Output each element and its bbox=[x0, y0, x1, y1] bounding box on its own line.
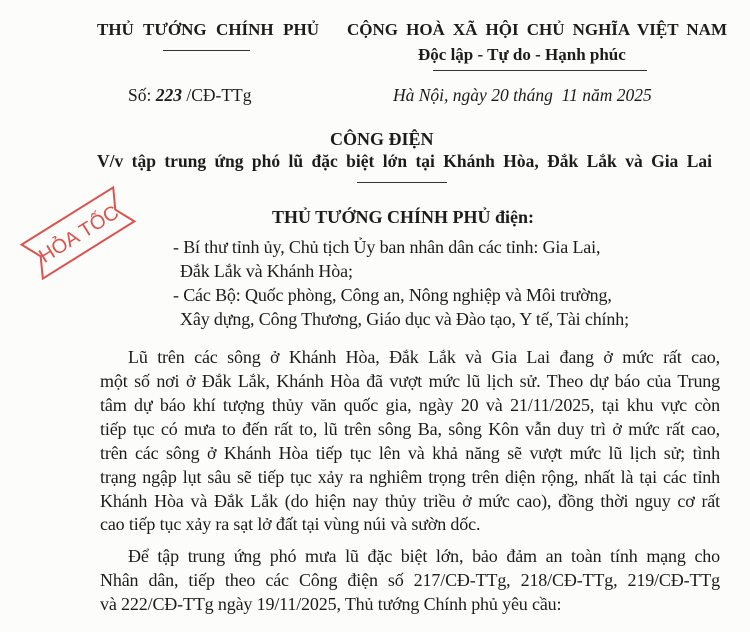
recipient-line: - Bí thư tỉnh ủy, Chủ tịch Ủy ban nhân dân các tỉnh: Gia Lai, bbox=[173, 237, 601, 257]
paragraph-line: Khánh Hòa và Đắk Lắk (do hiện nay thủy triều ở mức cao), đồng thời nguy cơ rất bbox=[100, 491, 720, 511]
nation-title: CỘNG HOÀ XÃ HỘI CHỦ NGHĨA VIỆT NAM bbox=[347, 20, 727, 39]
place-date: Hà Nội, ngày 20 tháng 11 năm 2025 bbox=[393, 85, 652, 105]
paragraph-line: Để tập trung ứng phó mưa lũ đặc biệt lớn, bảo đảm an toàn tính mạng cho bbox=[128, 546, 720, 566]
number-prefix: Số: bbox=[128, 85, 156, 105]
paragraph-line: tâm dự báo khí tượng thủy văn quốc gia, ngày 20 và 21/11/2025, tại khu vực còn bbox=[100, 395, 720, 415]
paragraph-line: cao tiếp tục xảy ra sạt lở đất tại vùng núi và sườn dốc. bbox=[100, 514, 481, 534]
number-value: 223 bbox=[155, 85, 182, 105]
urgent-stamp bbox=[12, 177, 143, 288]
document-number bbox=[128, 84, 252, 106]
paragraph-line: tiếp tục có mưa to đến rất to, lũ trên sông Ba, sông Kôn vẫn duy trì ở mức rất cao, bbox=[100, 419, 720, 439]
subject-underline bbox=[357, 182, 447, 183]
stamp-text: HỎA TỐC bbox=[35, 201, 123, 268]
number-suffix: /CĐ-TTg bbox=[181, 85, 252, 105]
issuer-underline bbox=[163, 50, 250, 51]
paragraph-line: và 222/CĐ-TTg ngày 19/11/2025, Thủ tướng Chính phủ yêu cầu: bbox=[100, 594, 562, 614]
sender: THỦ TƯỚNG CHÍNH PHỦ điện: bbox=[272, 207, 535, 227]
motto-underline bbox=[433, 70, 647, 71]
document-title: CÔNG ĐIỆN bbox=[330, 129, 434, 149]
motto: Độc lập - Tự do - Hạnh phúc bbox=[418, 45, 626, 64]
document-subject: V/v tập trung ứng phó lũ đặc biệt lớn tại Khánh Hòa, Đắk Lắk và Gia Lai bbox=[97, 151, 712, 171]
recipient-line: Xây dựng, Công Thương, Giáo dục và Đào tạo, Y tế, Tài chính; bbox=[180, 309, 629, 329]
paragraph-line: Nhân dân, tiếp theo các Công điện số 217/CĐ-TTg, 218/CĐ-TTg, 219/CĐ-TTg bbox=[100, 570, 720, 590]
paragraph-line: một số nơi ở Đắk Lắk, Khánh Hòa đã vượt mức lũ lịch sử. Theo dự báo của Trung bbox=[100, 371, 720, 391]
issuer: THỦ TƯỚNG CHÍNH PHỦ bbox=[97, 20, 319, 39]
paragraph-line: Lũ trên các sông ở Khánh Hòa, Đắk Lắk và Gia Lai đang ở mức rất cao, bbox=[128, 347, 720, 367]
recipient-line: - Các Bộ: Quốc phòng, Công an, Nông nghiệp và Môi trường, bbox=[173, 285, 612, 305]
paragraph-line: trạng ngập lụt sâu sẽ tiếp tục xảy ra nghiêm trọng trên diện rộng, nhất là tại các tỉnh bbox=[100, 467, 720, 487]
recipient-line: Đắk Lắk và Khánh Hòa; bbox=[180, 261, 353, 281]
paragraph-line: trên các sông ở Khánh Hòa tiếp tục lên và khả năng sẽ vượt mức lũ lịch sử; tình bbox=[100, 443, 720, 463]
